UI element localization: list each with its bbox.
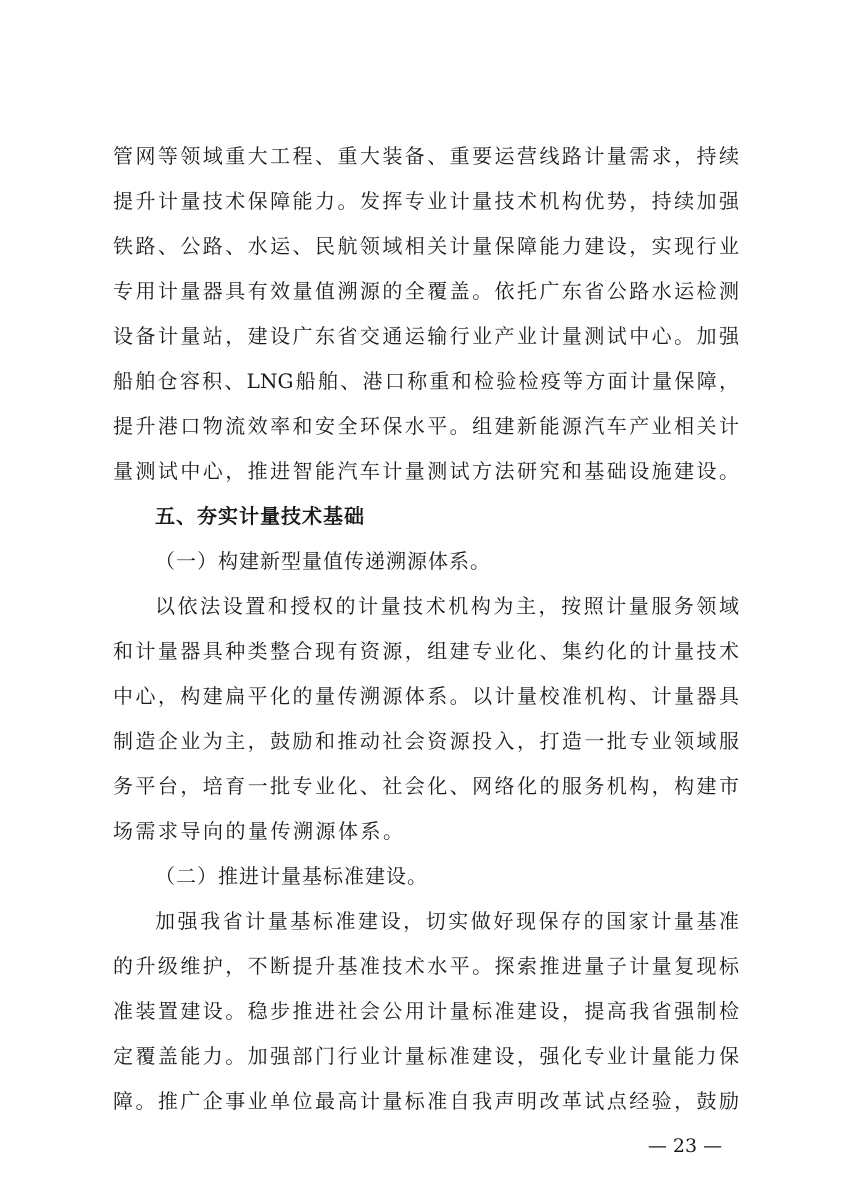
paragraph-line: 船舶仓容积、LNG船舶、港口称重和检验检疫等方面计量保障， bbox=[113, 369, 739, 393]
paragraph-line: 设备计量站，建设广东省交通运输行业产业计量测试中心。加强 bbox=[113, 324, 739, 348]
paragraph-line: 和计量器具种类整合现有资源，组建专业化、集约化的计量技术 bbox=[113, 639, 739, 663]
paragraph-line: 铁路、公路、水运、民航领域相关计量保障能力建设，实现行业 bbox=[113, 234, 739, 258]
paragraph-line: 务平台，培育一批专业化、社会化、网络化的服务机构，构建市 bbox=[113, 774, 739, 798]
paragraph-line: 提升港口物流效率和安全环保水平。组建新能源汽车产业相关计 bbox=[113, 414, 739, 438]
paragraph-line: 量测试中心，推进智能汽车计量测试方法研究和基础设施建设。 bbox=[113, 459, 739, 483]
subsection-heading: （二）推进计量基标准建设。 bbox=[155, 864, 428, 888]
section-heading: 五、夯实计量技术基础 bbox=[155, 504, 365, 528]
paragraph-line: 加强我省计量基标准建设，切实做好现保存的国家计量基准 bbox=[155, 909, 739, 933]
paragraph-line: 管网等领域重大工程、重大装备、重要运营线路计量需求，持续 bbox=[113, 144, 739, 168]
paragraph-line: 场需求导向的量传溯源体系。 bbox=[113, 819, 406, 843]
subsection-heading: （一）构建新型量值传递溯源体系。 bbox=[155, 549, 491, 573]
paragraph-line: 制造企业为主，鼓励和推动社会资源投入，打造一批专业领域服 bbox=[113, 729, 739, 753]
paragraph-line: 以依法设置和授权的计量技术机构为主，按照计量服务领域 bbox=[155, 594, 739, 618]
page-number: — 23 — bbox=[647, 1135, 723, 1157]
paragraph-line: 障。推广企事业单位最高计量标准自我声明改革试点经验，鼓励 bbox=[113, 1089, 739, 1113]
paragraph-line: 的升级维护，不断提升基准技术水平。探索推进量子计量复现标 bbox=[113, 954, 739, 978]
paragraph-line: 准装置建设。稳步推进社会公用计量标准建设，提高我省强制检 bbox=[113, 999, 739, 1023]
paragraph-line: 提升计量技术保障能力。发挥专业计量技术机构优势，持续加强 bbox=[113, 189, 739, 213]
paragraph-line: 定覆盖能力。加强部门行业计量标准建设，强化专业计量能力保 bbox=[113, 1044, 739, 1068]
paragraph-line: 中心，构建扁平化的量传溯源体系。以计量校准机构、计量器具 bbox=[113, 684, 739, 708]
paragraph-line: 专用计量器具有效量值溯源的全覆盖。依托广东省公路水运检测 bbox=[113, 279, 739, 303]
